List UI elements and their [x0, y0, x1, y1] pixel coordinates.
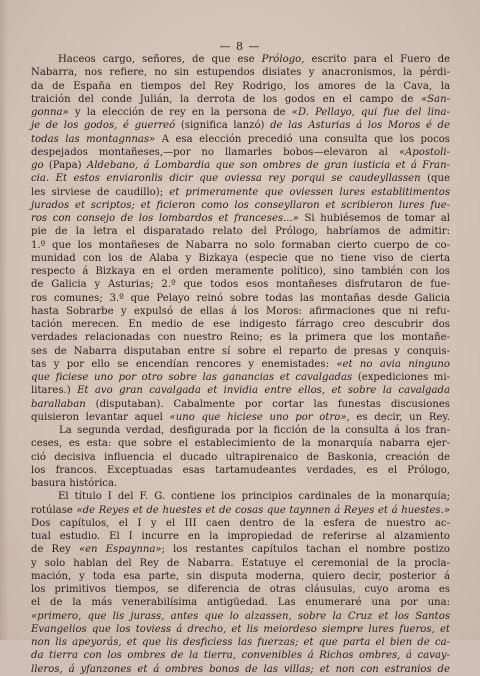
italic-quote: ros con consejo de los lombardos et franceses...» [31, 213, 299, 224]
italic-quote: jurados et scriptos; et ficieron como los conseyllaron et scribieron lures fue- [31, 199, 450, 211]
text-line [31, 451, 450, 464]
text-span: el de la más venerabilísima antigüedad. Las enumeraré una por una: [31, 597, 450, 609]
italic-quote: et primeramente que oviessen lures establitimentos [169, 186, 450, 198]
text-line [31, 186, 450, 199]
italic-quote: «uno que hiciese uno por otro» [169, 411, 347, 423]
text-line [31, 663, 450, 676]
text-span: litares.) [31, 385, 78, 397]
text-line [31, 464, 450, 477]
text-line [31, 212, 450, 225]
page-number: — 8 — [219, 40, 261, 53]
text-line [31, 384, 450, 397]
text-line [31, 583, 450, 596]
text-span: tas y por ello se encendían rencores y enemistades: [31, 358, 337, 370]
body-text [31, 53, 450, 676]
text-span: (que [420, 173, 450, 185]
text-span: tación merecen. En medio de ese indigesto fárrago creo descubrir dos [31, 319, 450, 330]
text-line [31, 53, 450, 66]
italic-quote: lleros, á yfanzones et á ombres bonos de las villas; et non con estranios de [31, 663, 450, 675]
text-span: 1.º que los montañeses de Nabarra no solo formaban cierto cuerpo de co- [31, 239, 450, 251]
italic-quote: «San- [420, 93, 450, 105]
text-span: (expediciones mi- [352, 372, 451, 383]
text-line [31, 278, 450, 291]
italic-quote: «en Espaynna» [78, 544, 162, 556]
text-line [31, 66, 450, 79]
text-span: de Galicia y Asturias; 2.º que todos esos montañeses disfrutaron de fue- [31, 279, 450, 291]
text-line [31, 424, 450, 437]
text-line [31, 411, 450, 424]
italic-quote: Et avo gran cavalgada et invidia entre ellos, et sobre la cavalgada [77, 385, 450, 397]
page-edge-shadow [0, 0, 8, 640]
text-line [31, 119, 450, 132]
text-span: escrito para el Fuero de [304, 54, 451, 65]
text-line [31, 623, 450, 636]
text-line [31, 371, 450, 384]
italic-quote: «primero, que lis jurass, antes que lo alzassen, sobre la Cruz et los Santos [31, 610, 450, 622]
italic-quote: de las Asturias á los Moros é de [270, 120, 450, 132]
italic-quote: Aldebano, á Lombardia que son ombres de gran iusticia et á Fran- [86, 160, 450, 171]
italic-quote: non lis apeyorás, et que lis desficiess las fuerzas; et que parta el bien de ca- [31, 637, 450, 648]
text-span: ceses, es esta: que sobre el establecimiento de la monarquía nabarra ejer- [31, 438, 450, 450]
text-span: ; los restantes capítulos tachan el nombre postizo [161, 544, 450, 556]
text-line [31, 570, 450, 583]
text-line [31, 318, 450, 331]
italic-quote: je de los godos, é guerreó [31, 120, 176, 132]
italic-quote: go [31, 160, 44, 171]
text-span: (disputaban). Cabalmente por cortar las funestas discusiones [85, 398, 450, 410]
italic-quote: Prólogo, [261, 54, 305, 65]
text-span: y la elección de rey en la persona de [68, 107, 292, 118]
text-line [31, 159, 450, 172]
text-span: (significa lanzó) [175, 120, 271, 132]
text-line [31, 80, 450, 93]
text-span: respecto á Bizkaya en el orden meramente político), sino también con los [31, 266, 450, 277]
italic-quote: «D. Pellayo, qui fue del lina- [291, 107, 450, 118]
text-span: ció decisiva influencia el ducado ultrapirenaico de Baskonia, creación de [31, 451, 450, 463]
text-span: de Rey [31, 544, 79, 556]
text-span: les sirviese de caudillo); [31, 186, 170, 198]
text-span: Si hubiésemos de tomar al [298, 213, 450, 224]
text-line [31, 437, 450, 450]
text-span: Haceos cargo, señores, de que ese [58, 54, 262, 65]
text-span: basura histórica. [31, 478, 118, 489]
italic-quote: «et no avia ninguno [336, 358, 450, 370]
text-span: hasta Sobrarbe y expulsó de ellas á los Moros: afirmaciones que ni refu- [31, 305, 450, 317]
text-span: Nabarra, nos refiere, no sin estupendos disiates y anacronismos, la pérdi- [31, 67, 450, 79]
text-line [31, 490, 450, 503]
text-span: los francos. Exceptuadas esas tartamudeantes verdades, es el Prólogo, [31, 464, 450, 476]
text-line [31, 596, 450, 609]
italic-quote: que ficiese uno por otro sobre las ganancias et cavalgadas [31, 372, 353, 383]
text-line [31, 649, 450, 662]
text-span: rotúlase [31, 504, 77, 516]
italic-quote: «Apostoli- [398, 146, 450, 158]
text-line [31, 477, 450, 490]
italic-quote: todas las montagnnas» [31, 133, 156, 145]
text-span: El título I del F. G. contiene los principios cardinales de la monarquía; [58, 491, 450, 503]
text-span: despejados montañeses,—por no llamarles bobos—elevaron al [31, 146, 399, 158]
text-line [31, 106, 450, 119]
italic-quote: barallaban [31, 398, 86, 410]
italic-quote: Evangelios que los toviess á drecho, et lis meiordeso siempre lures fueros, et [31, 623, 450, 635]
italic-quote: «de Reyes et de huestes et de cosas que taynnen á Reyes et á huestes.» [76, 504, 450, 516]
italic-quote: da tierra con los ombres de la tierra, convenibles á Richos ombres, á cavay- [31, 650, 450, 662]
text-line [31, 358, 450, 371]
text-span: ses de Nabarra disputaban entre sí sobre el reparto de presas y conquis- [31, 345, 450, 357]
text-span: Dos capítulos, el I y el III caen dentro de la esfera de nuestro ac- [31, 517, 450, 529]
text-span: ros comunes; 3.º que Pelayo reinó sobre todas las montañas desde Galicia [31, 292, 450, 304]
text-span: (Papa) [43, 160, 87, 171]
text-span: tual estudio. El I incurre en la impropiedad de referirse al alzamiento [31, 531, 450, 542]
text-line [31, 636, 450, 649]
text-line [31, 517, 450, 530]
italic-quote: cia. Et estos enviaronlis dicir que oviessa rey porqui se caudeyllassen [31, 173, 421, 185]
text-line [31, 133, 450, 146]
text-line [31, 543, 450, 556]
text-line [31, 265, 450, 278]
text-span: , es decir, un Rey. [346, 411, 451, 423]
text-line [31, 252, 450, 265]
text-span: verdades relacionadas con nuestro Reino; es la primera que los montañe- [31, 332, 450, 344]
text-span: A esa elección precedió una consulta que los pocos [155, 133, 450, 145]
text-line [31, 292, 450, 305]
text-line [31, 530, 450, 543]
text-span: traición del conde Julián, la derrota de los godos en el campo de [31, 93, 421, 105]
text-line [31, 331, 450, 344]
text-line [31, 239, 450, 252]
text-span: y solo hablan del Rey de Nabarra. Estatuye el ceremonial de la procla- [31, 557, 450, 569]
text-line [31, 305, 450, 318]
text-line [31, 398, 450, 411]
text-line [31, 610, 450, 623]
text-line [31, 557, 450, 570]
text-span: mación, y toda esa parte, sin disputa moderna, quiero decir, posterior á [31, 570, 450, 582]
text-line [31, 146, 450, 159]
text-line [31, 93, 450, 106]
text-line [31, 172, 450, 185]
text-line [31, 225, 450, 238]
text-line [31, 199, 450, 212]
text-line [31, 504, 450, 517]
text-span: los primitivos tiempos, se diferencia de otras cláusulas, cuyo aroma es [31, 584, 450, 595]
italic-quote: gonna» [31, 107, 69, 118]
text-line [31, 345, 450, 358]
text-span: pie de la letra el disparatado relato del Prólogo, habríamos de admitir: [31, 226, 450, 238]
text-span: da de España en tiempos del Rey Rodrigo, los amores de la Cava, la [31, 80, 450, 92]
text-span: La segunda verdad, desfigurada por la ficción de la consulta á los fran- [59, 425, 450, 436]
text-span: quisieron levantar aquel [31, 411, 170, 423]
text-span: munidad con los de Alaba y Bizkaya (especie que no tiene viso de cierta [31, 252, 450, 264]
